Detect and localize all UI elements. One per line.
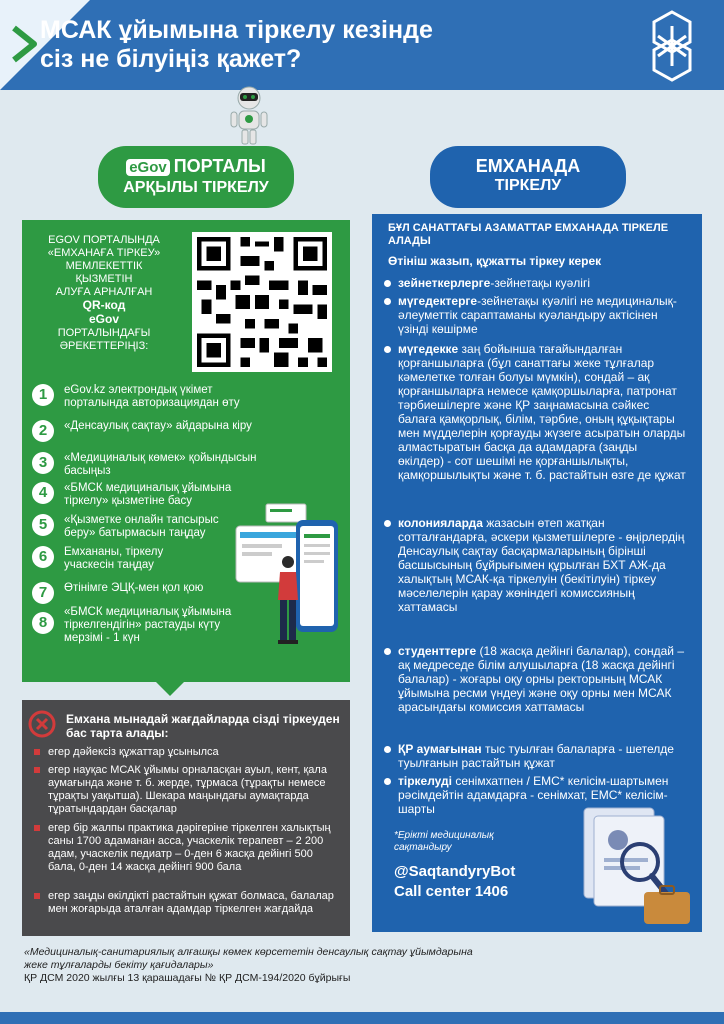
contact-block: [394, 862, 515, 902]
step-text: Өтінімге ЭЦҚ-мен қол қою: [64, 582, 204, 594]
qr-caption-line: ПОРТАЛЫНДАҒЫ: [57, 327, 151, 339]
rejection-title: Емхана мынадай жағдайларда сізді тіркеуден бас тарта алады:: [66, 712, 340, 740]
bullet-icon: [384, 520, 391, 527]
clinic-item-bold: тіркелуді: [398, 774, 453, 788]
legal-line: «Медициналық-санитариялық алғашқы көмек көрсететін денсаулық сақтау ұйымдарына: [24, 946, 473, 958]
step-text: eGov.kz электрондық үкімет порталында авторизациядан өту: [64, 384, 240, 409]
rejection-item: [34, 890, 340, 916]
title-line1: МСАК ұйымына тіркелу кезінде: [40, 16, 433, 44]
bullet-icon: [384, 778, 391, 785]
step-text: «Қызметке онлайн тапсырыс беру» батырмасын таңдау: [64, 514, 219, 539]
phone-user-illustration: [232, 500, 348, 650]
qr-caption-line: QR-код: [82, 298, 126, 312]
step-text: «БМСК медициналық ұйымына тіркелу» қызметіне басу: [64, 482, 232, 507]
clinic-item-bold: ҚР аумағынан: [398, 742, 482, 756]
clinic-item-text: заң бойынша тағайындалған қорғаншыларға (бұл санаттағы жеке тұлғалар кәмелетке толған болуы мүмкін), сондай – ақ қорғаншыларға немесе қамқоршыларға, патронат тәрбиешілерге және ҚР заңнамасына сәйкес балаға қамқорлық, білім, тәрбие, оның құқықтары мен мүдделерін қорғауды жүзеге асыратын оларды алмастыратын басқа да адамдарға (заңды өкілдер) - сот шешімі не қорғаншылықты, қамқоршылықты және т. б. растайтын өзге де құжат: [398, 342, 686, 482]
rejection-text: егер заңды өкілдікті растайтын құжат болмаса, балалар мен жоғарыда аталған адамдар тіркелген жағдайда: [48, 890, 334, 915]
clinic-subheading: Өтініш жазып, құжатты тіркеу керек: [388, 254, 602, 268]
qr-caption-line: «ЕМХАНАҒА ТІРКЕУ»: [47, 247, 161, 259]
qr-caption-line: ҚЫЗМЕТІН: [75, 273, 133, 285]
red-bullet-icon: [34, 767, 40, 773]
clinic-item: [384, 742, 686, 770]
clinic-item-text: (18 жасқа дейінгі балалар), сондай – ақ медреседе білім алушыларға (18 жасқа дейінгі балалар) - жоғары оқу орны ректорының МСАК ұйымына ресми үндеуі және оқу орны мен МСАК арасындағы комиссия хаттамасы: [398, 644, 685, 714]
qr-caption-line: МЕМЛЕКЕТТІК: [65, 260, 143, 272]
qr-caption-line: EGOV ПОРТАЛЫНДА: [48, 234, 160, 246]
legal-line: ҚР ДСМ 2020 жылғы 13 қарашадағы № ҚР ДСМ-194/2020 бұйрығы: [24, 972, 351, 984]
rejection-item: [34, 822, 340, 874]
title-line2: сіз не білуіңіз қажет?: [40, 45, 302, 73]
call-center-number: Call center 1406: [394, 883, 509, 900]
snowflake-logo-icon: [628, 6, 716, 86]
qr-caption-line: ӘРЕКЕТТЕРІҢІЗ:: [59, 340, 149, 352]
play-arrow-icon: [10, 24, 38, 64]
qr-caption-line: eGov: [88, 312, 119, 326]
qr-caption: [32, 234, 176, 353]
telegram-bot-link[interactable]: @SaqtandyryBot: [394, 863, 516, 880]
clinic-item: [384, 342, 686, 482]
step-text: «Денсаулық сақтау» айдарына кіру: [64, 420, 252, 432]
legal-line: жеке тұлғаларды бекіту қағидалары»: [24, 959, 214, 971]
clinic-item: [384, 644, 686, 714]
step-text: Емхананы, тіркелу учаскесін таңдау: [64, 546, 164, 571]
egov-pill-line2: АРҚЫЛЫ ТІРКЕЛУ: [123, 179, 269, 196]
clinic-item-text: сенімхатпен / ЕМС* келісім-шартымен рәсімдейтін адамдарға - сенімхат, ЕМС* келісім-шарты: [398, 774, 669, 816]
green-panel-arrow: [156, 682, 184, 696]
document-magnifier-illustration: [564, 800, 700, 930]
bullet-icon: [384, 746, 391, 753]
clinic-item-bold: колонияларда: [398, 516, 483, 530]
red-bullet-icon: [34, 893, 40, 899]
step-number: 8: [32, 612, 54, 634]
step-text: «Медициналық көмек» қойындысын басыңыз: [64, 452, 257, 477]
egov-badge: eGov: [126, 159, 170, 176]
clinic-item-bold: зейнеткерлерге: [398, 276, 491, 290]
legal-reference: [24, 946, 704, 985]
step-number: 5: [32, 514, 54, 536]
robot-icon: [222, 84, 276, 146]
rejection-item: [34, 764, 340, 816]
close-circle-icon: [28, 710, 56, 738]
step-number: 6: [32, 546, 54, 568]
page-title: [40, 16, 433, 74]
egov-pill-line1: ПОРТАЛЫ: [173, 156, 266, 176]
egov-portal-pill: [98, 146, 294, 208]
red-bullet-icon: [34, 749, 40, 755]
bullet-icon: [384, 298, 391, 305]
clinic-heading: БҰЛ САНАТТАҒЫ АЗАМАТТАР ЕМХАНАДА ТІРКЕЛЕ АЛАДЫ: [388, 222, 669, 247]
bullet-icon: [384, 648, 391, 655]
clinic-item: [384, 294, 686, 336]
rejection-text: егер науқас МСАК ұйымы орналасқан ауыл, кент, қала аумағында және т. б. жерде, тұрмаса (тұрақты немесе тұрақты уақытша). Шекара маңындағы аумақтарда тұратындардан басқалар: [48, 764, 327, 815]
step-number: 4: [32, 482, 54, 504]
clinic-item-bold: мүгедекке: [398, 342, 459, 356]
clinic-pill-line1: ЕМХАНАДА: [475, 156, 581, 176]
rejection-text: егер бір жалпы практика дәрігеріне тіркелген халықтың саны 1700 адаманан асса, учаскелік терапевт – 2 200 адам, учаскелік педиатр – 0-ден 6 жасқа дейінгі 500 бала, 0-ден 14 жасқа дейінгі 900 бала: [48, 822, 331, 873]
bullet-icon: [384, 346, 391, 353]
clinic-item-bold: студенттерге: [398, 644, 477, 658]
step-text: «БМСК медициналық ұйымына тіркелгендігін» растауды күту мерзімі - 1 күн: [64, 606, 232, 644]
clinic-item-text: -зейнетақы куәлігі: [490, 276, 591, 290]
step-number: 2: [32, 420, 54, 442]
qr-caption-line: АЛУҒА АРНАЛҒАН: [55, 286, 153, 298]
qr-code[interactable]: [192, 232, 332, 372]
rejection-text: егер дәйексіз құжаттар ұсынылса: [48, 746, 219, 758]
clinic-pill-line2: ТІРКЕЛУ: [494, 177, 562, 194]
clinic-item: [384, 516, 686, 614]
footer-bar: [0, 1012, 724, 1024]
clinic-item: [384, 276, 686, 290]
clinic-pill: [430, 146, 626, 208]
bullet-icon: [384, 280, 391, 287]
clinic-footnote: *Ерікті медициналық сақтандыру: [394, 830, 494, 853]
clinic-item-text: -зейнетақы куәлігі не медициналық-әлеуметтік сараптаманы куәландыру актісінен үзінді көшірме: [398, 294, 677, 336]
clinic-item-bold: мүгедектерге: [398, 294, 478, 308]
step-number: 7: [32, 582, 54, 604]
clinic-item-text: жазасын өтеп жатқан сотталғандарға, әскери қызметшілерге - өңірлердің Денсаулық сақтау басқармаларының бірінші басшысының бұйрығымен құрылған БХТ АЖ-да халықтың МСАК-қа тіркелуін (бекітілуін) тіркеу мәселелерін қарау жөніндегі комиссияның хаттамасы: [398, 516, 685, 614]
clinic-item-text: тыс туылған балаларға - шетелде туылғанын растайтын құжат: [398, 742, 674, 770]
rejection-item: [34, 746, 340, 759]
red-bullet-icon: [34, 825, 40, 831]
step-number: 1: [32, 384, 54, 406]
step-number: 3: [32, 452, 54, 474]
